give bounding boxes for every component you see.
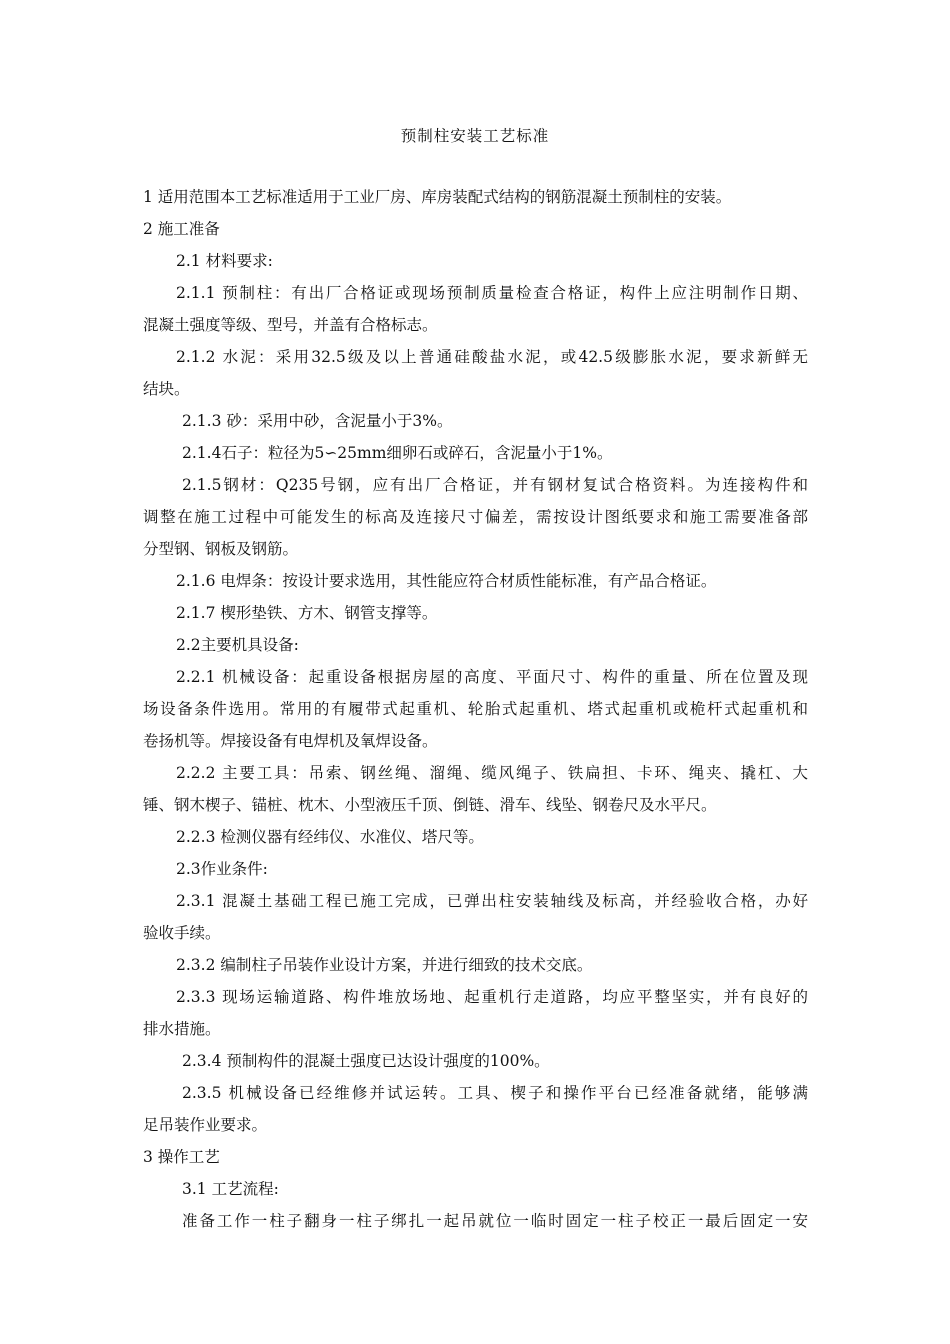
document-title: 预制柱安装工艺标准 — [400, 127, 550, 145]
section-3-heading: 3 操作工艺 — [143, 1148, 220, 1166]
paragraph-line: 验收手续。 — [143, 924, 221, 942]
paragraph-line: 分型钢、钢板及钢筋。 — [143, 540, 299, 558]
paragraph-line: 2.3.5 机械设备已经维修并试运转。工具、楔子和操作平台已经准备就绪，能够满 — [182, 1084, 808, 1102]
section-2-heading: 2 施工准备 — [143, 220, 220, 238]
paragraph-line: 2.1.6 电焊条：按设计要求选用，其性能应符合材质性能标准，有产品合格证。 — [176, 572, 717, 590]
paragraph-line: 足吊装作业要求。 — [143, 1116, 268, 1134]
section-2-3-heading: 2.3作业条件: — [176, 860, 268, 878]
paragraph-line: 准备工作一柱子翻身一柱子绑扎一起吊就位一临时固定一柱子校正一最后固定一安 — [182, 1212, 808, 1230]
paragraph-line: 2.3.3 现场运输道路、构件堆放场地、起重机行走道路，均应平整坚实，并有良好的 — [176, 988, 808, 1006]
paragraph-line: 2.2.2 主要工具：吊索、钢丝绳、溜绳、缆风绳子、铁扁担、卡环、绳夹、撬杠、大 — [176, 764, 808, 782]
paragraph-line: 2.2.3 检测仪器有经纬仪、水准仪、塔尺等。 — [176, 828, 484, 846]
paragraph-line: 2.3.4 预制构件的混凝土强度已达设计强度的100%。 — [182, 1052, 550, 1070]
paragraph-line: 排水措施。 — [143, 1020, 221, 1038]
paragraph-line: 2.1.5钢材：Q235号钢，应有出厂合格证，并有钢材复试合格资料。为连接构件和 — [182, 476, 808, 494]
paragraph-line: 2.1.1 预制柱：有出厂合格证或现场预制质量检查合格证，构件上应注明制作日期、 — [176, 284, 808, 302]
paragraph-line: 2.3.1 混凝土基础工程已施工完成，已弹出柱安装轴线及标高，并经验收合格，办好 — [176, 892, 808, 910]
section-2-1-heading: 2.1 材料要求: — [176, 252, 273, 270]
section-1-scope: 1 适用范围本工艺标准适用于工业厂房、库房装配式结构的钢筋混凝土预制柱的安装。 — [143, 188, 732, 206]
paragraph-line: 卷扬机等。焊接设备有电焊机及氧焊设备。 — [143, 732, 438, 750]
paragraph-line: 混凝土强度等级、型号，并盖有合格标志。 — [143, 316, 438, 334]
paragraph-line: 2.1.2 水泥：采用32.5级及以上普通硅酸盐水泥，或42.5级膨胀水泥，要求新鲜无 — [176, 348, 808, 366]
paragraph-line: 2.1.3 砂：采用中砂，含泥量小于3%。 — [182, 412, 453, 430]
paragraph-line: 2.3.2 编制柱子吊装作业设计方案，并进行细致的技术交底。 — [176, 956, 593, 974]
paragraph-line: 2.1.4石子：粒径为5∽25mm细卵石或碎石，含泥量小于1%。 — [182, 444, 613, 462]
paragraph-line: 2.1.7 楔形垫铁、方木、钢管支撑等。 — [176, 604, 438, 622]
paragraph-line: 锤、钢木楔子、锚桩、枕木、小型液压千顶、倒链、滑车、线坠、钢卷尺及水平尺。 — [143, 796, 717, 814]
paragraph-line: 调整在施工过程中可能发生的标高及连接尺寸偏差，需按设计图纸要求和施工需要准备部 — [143, 508, 808, 526]
paragraph-line: 场设备条件选用。常用的有履带式起重机、轮胎式起重机、塔式起重机或桅杆式起重机和 — [143, 700, 808, 718]
paragraph-line: 2.2.1 机械设备：起重设备根据房屋的高度、平面尺寸、构件的重量、所在位置及现 — [176, 668, 808, 686]
paragraph-line: 结块。 — [143, 380, 190, 398]
section-2-2-heading: 2.2主要机具设备: — [176, 636, 299, 654]
section-3-1-heading: 3.1 工艺流程: — [182, 1180, 279, 1198]
